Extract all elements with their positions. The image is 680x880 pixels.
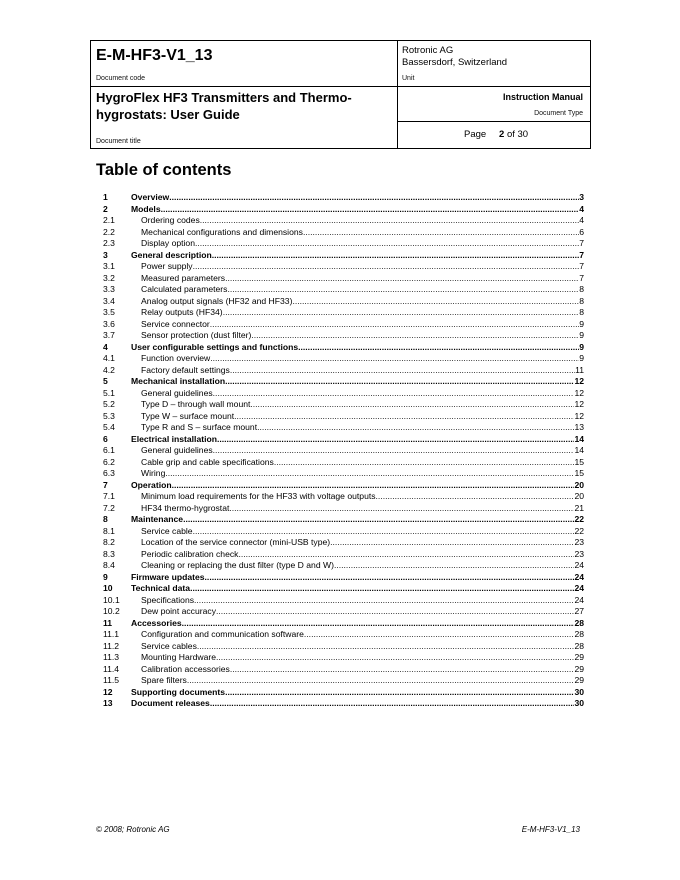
toc-entry-title: Spare filters: [141, 675, 187, 685]
document-code: E-M-HF3-V1_13: [96, 47, 213, 64]
toc-entry[interactable]: [103, 595, 584, 607]
toc-entry-page: 30: [574, 698, 584, 708]
toc-entry[interactable]: [103, 238, 584, 250]
company-location: Bassersdorf, Switzerland: [402, 57, 508, 68]
toc-entry-number: 9: [103, 571, 108, 582]
toc-entry-title: Power supply: [141, 261, 193, 271]
toc-leader-dots: [250, 399, 574, 411]
toc-entry-number: 1: [103, 192, 108, 202]
toc-entry[interactable]: [103, 227, 584, 239]
toc-entry[interactable]: [103, 641, 584, 653]
toc-entry-number: 5.3: [103, 410, 115, 421]
toc-entry-number: 3.3: [103, 284, 115, 294]
toc-leader-dots: [216, 606, 574, 618]
toc-entry-number: 2: [103, 203, 108, 214]
toc-entry-title: Function overview: [141, 353, 211, 363]
toc-leader-dots: [187, 675, 575, 687]
toc-leader-dots: [229, 503, 574, 515]
toc-leader-dots: [303, 227, 579, 239]
toc-entry-number: 8.4: [103, 560, 115, 570]
toc-entry[interactable]: [103, 284, 584, 296]
toc-entry-page: 14: [574, 445, 584, 455]
table-of-contents: [103, 192, 584, 710]
toc-entry-title: Service cable: [141, 525, 193, 536]
toc-entry[interactable]: [103, 273, 584, 285]
toc-entry-page: 12: [574, 376, 584, 386]
toc-entry-line: [141, 365, 584, 377]
toc-leader-dots: [334, 560, 574, 572]
toc-entry-page: 9: [579, 341, 584, 352]
toc-leader-dots: [304, 629, 575, 641]
toc-entry[interactable]: [103, 261, 584, 273]
toc-entry-page: 14: [574, 433, 584, 444]
toc-entry[interactable]: [103, 457, 584, 469]
toc-entry-number: 7.1: [103, 491, 115, 501]
document-code-label: Document code: [96, 75, 146, 82]
toc-entry[interactable]: [103, 664, 584, 676]
toc-entry-line: [141, 629, 584, 641]
toc-entry-line: [141, 388, 584, 400]
toc-entry-number: 11.4: [103, 663, 120, 674]
toc-entry-line: [141, 307, 584, 319]
toc-leader-dots: [193, 526, 575, 538]
toc-entry-title: Overview: [131, 192, 170, 202]
toc-leader-dots: [234, 411, 574, 423]
toc-entry-page: 8: [579, 295, 584, 306]
toc-leader-dots: [213, 388, 575, 400]
header-horizontal-divider: [91, 86, 590, 87]
company-name: Rotronic AG: [402, 45, 454, 56]
toc-entry[interactable]: [103, 376, 584, 388]
toc-entry-number: 10.2: [103, 606, 120, 616]
toc-leader-dots: [210, 353, 579, 365]
toc-leader-dots: [292, 296, 579, 308]
toc-entry-page: 8: [579, 284, 584, 294]
toc-entry-title: Ordering codes: [141, 215, 200, 225]
toc-entry-title: Factory default settings: [141, 364, 230, 375]
toc-entry-page: 15: [574, 468, 584, 478]
toc-leader-dots: [298, 342, 579, 354]
toc-entry[interactable]: [103, 468, 584, 480]
toc-entry-title: Operation: [131, 479, 172, 490]
toc-entry-number: 3.7: [103, 330, 115, 340]
toc-entry-page: 12: [574, 399, 584, 409]
toc-entry-page: 21: [574, 502, 584, 513]
toc-entry-title: Mechanical installation: [131, 376, 226, 386]
toc-entry-number: 6: [103, 433, 108, 444]
document-type-label: Document Type: [534, 110, 583, 117]
toc-entry-title: Wiring: [141, 468, 166, 478]
toc-entry-line: [141, 227, 584, 239]
toc-entry-page: 22: [574, 514, 584, 524]
toc-entry-line: [141, 261, 584, 273]
toc-leader-dots: [251, 330, 579, 342]
toc-entry-page: 4: [579, 215, 584, 225]
toc-entry-line: [141, 468, 584, 480]
toc-entry-number: 6.3: [103, 468, 115, 478]
toc-entry-title: Minimum load requirements for the HF33 with voltage outputs: [141, 491, 376, 501]
toc-entry-line: [131, 342, 584, 354]
toc-leader-dots: [200, 215, 579, 227]
toc-entry-line: [131, 514, 584, 526]
toc-entry[interactable]: [103, 503, 584, 515]
toc-leader-dots: [330, 537, 574, 549]
toc-entry-page: 23: [574, 537, 584, 547]
toc-entry-number: 6.1: [103, 445, 115, 455]
toc-entry-number: 8.2: [103, 537, 115, 547]
toc-entry-number: 5.4: [103, 422, 115, 432]
toc-entry-title: Models: [131, 203, 161, 214]
toc-entry[interactable]: [103, 365, 584, 377]
page-number: [499, 129, 528, 140]
toc-entry-line: [141, 675, 584, 687]
toc-entry[interactable]: [103, 698, 584, 710]
toc-entry-line: [141, 319, 584, 331]
toc-entry-title: Electrical installation: [131, 433, 217, 444]
toc-entry[interactable]: [103, 572, 584, 584]
toc-entry-page: 11: [575, 364, 584, 375]
toc-entry-page: 28: [574, 640, 584, 651]
toc-leader-dots: [274, 457, 575, 469]
toc-entry[interactable]: [103, 583, 584, 595]
page-label: Page: [464, 129, 487, 140]
page-current: 2: [499, 129, 505, 140]
toc-leader-dots: [182, 618, 575, 630]
toc-entry-line: [131, 250, 584, 262]
toc-entry-line: [141, 606, 584, 618]
toc-entry[interactable]: [103, 434, 584, 446]
toc-entry-number: 8: [103, 514, 108, 524]
toc-entry-page: 24: [574, 571, 584, 582]
toc-entry-title: Relay outputs (HF34): [141, 307, 223, 317]
toc-entry-number: 3.5: [103, 307, 115, 317]
toc-entry[interactable]: [103, 422, 584, 434]
toc-entry-page: 7: [579, 238, 584, 248]
toc-leader-dots: [169, 192, 579, 204]
toc-entry[interactable]: [103, 652, 584, 664]
toc-entry[interactable]: [103, 675, 584, 687]
toc-entry-number: 8.3: [103, 548, 115, 559]
toc-entry-number: 11.2: [103, 640, 120, 651]
toc-entry[interactable]: [103, 411, 584, 423]
toc-entry-line: [131, 572, 584, 584]
toc-entry-number: 3.6: [103, 318, 115, 329]
toc-entry-line: [141, 330, 584, 342]
toc-entry-line: [131, 618, 584, 630]
toc-entry-page: 24: [574, 583, 584, 593]
toc-entry-line: [141, 503, 584, 515]
toc-entry-line: [141, 491, 584, 503]
toc-entry-page: 22: [574, 525, 584, 536]
toc-entry[interactable]: [103, 330, 584, 342]
toc-entry-title: User configurable settings and functions: [131, 341, 299, 352]
toc-entry-title: Type D – through wall mount: [141, 399, 251, 409]
toc-entry-line: [141, 526, 584, 538]
toc-entry-title: Type W – surface mount: [141, 410, 235, 421]
toc-entry-number: 3.4: [103, 295, 115, 306]
toc-entry-line: [141, 595, 584, 607]
toc-entry-line: [131, 583, 584, 595]
toc-entry[interactable]: [103, 192, 584, 204]
toc-leader-dots: [195, 238, 579, 250]
toc-entry[interactable]: [103, 307, 584, 319]
toc-entry-title: Firmware updates: [131, 571, 205, 582]
toc-entry-page: 27: [574, 606, 584, 616]
toc-entry-line: [141, 537, 584, 549]
toc-entry[interactable]: [103, 514, 584, 526]
toc-leader-dots: [230, 664, 575, 676]
toc-entry-page: 20: [574, 491, 584, 501]
toc-entry-number: 11: [103, 617, 113, 628]
toc-entry-number: 7.2: [103, 502, 115, 513]
document-title-line-1: HygroFlex HF3 Transmitters and Thermo-: [96, 90, 352, 105]
toc-entry-title: General description: [131, 249, 212, 260]
document-title-line-2: hygrostats: User Guide: [96, 107, 240, 122]
toc-entry-number: 11.3: [103, 652, 120, 662]
toc-entry-title: Measured parameters: [141, 272, 226, 283]
toc-leader-dots: [257, 422, 574, 434]
toc-leader-dots: [161, 204, 580, 216]
toc-entry-number: 3.2: [103, 272, 115, 283]
toc-entry-line: [131, 434, 584, 446]
toc-entry-page: 4: [579, 203, 584, 214]
header-page-divider: [397, 121, 590, 122]
toc-entry[interactable]: [103, 549, 584, 561]
toc-entry-title: Maintenance: [131, 514, 184, 524]
toc-entry-number: 4: [103, 341, 108, 352]
toc-entry-line: [131, 698, 584, 710]
document-title: [96, 89, 352, 123]
toc-entry-title: Specifications: [141, 594, 195, 605]
toc-entry-page: 28: [574, 617, 584, 628]
toc-entry[interactable]: [103, 319, 584, 331]
toc-leader-dots: [376, 491, 575, 503]
header-vertical-divider: [397, 41, 398, 148]
toc-leader-dots: [212, 250, 580, 262]
toc-entry[interactable]: [103, 388, 584, 400]
document-header-table: [90, 40, 591, 149]
toc-entry[interactable]: [103, 537, 584, 549]
toc-entry-line: [141, 353, 584, 365]
toc-entry-number: 10: [103, 583, 113, 593]
toc-entry-page: 24: [574, 594, 584, 605]
toc-entry-title: Document releases: [131, 698, 210, 708]
toc-entry-page: 29: [574, 675, 584, 685]
toc-entry-title: Location of the service connector (mini-USB type): [141, 537, 331, 547]
toc-entry-title: Dew point accuracy: [141, 606, 216, 616]
document-type: Instruction Manual: [502, 92, 583, 102]
toc-entry-title: Cleaning or replacing the dust filter (type D and W): [141, 560, 334, 570]
toc-entry[interactable]: [103, 526, 584, 538]
toc-entry-page: 6: [579, 226, 584, 237]
toc-entry-line: [141, 664, 584, 676]
toc-entry[interactable]: [103, 606, 584, 618]
toc-entry[interactable]: [103, 399, 584, 411]
toc-entry-number: 4.2: [103, 364, 115, 375]
toc-entry[interactable]: [103, 250, 584, 262]
toc-entry-line: [141, 549, 584, 561]
toc-entry-number: 5.1: [103, 387, 115, 398]
toc-entry-number: 4.1: [103, 353, 115, 363]
toc-entry-number: 2.1: [103, 215, 115, 225]
toc-entry[interactable]: [103, 342, 584, 354]
toc-entry-title: Accessories: [131, 617, 182, 628]
toc-entry-page: 12: [574, 387, 584, 398]
toc-entry-number: 11.1: [103, 629, 120, 639]
toc-entry[interactable]: [103, 445, 584, 457]
toc-entry-line: [141, 238, 584, 250]
toc-leader-dots: [223, 307, 580, 319]
toc-heading: Table of contents: [96, 161, 232, 179]
toc-entry-number: 8.1: [103, 525, 115, 536]
toc-leader-dots: [213, 445, 575, 457]
toc-entry-number: 5.2: [103, 399, 115, 409]
toc-leader-dots: [230, 365, 575, 377]
toc-leader-dots: [190, 583, 574, 595]
toc-leader-dots: [205, 572, 575, 584]
toc-entry-number: 3: [103, 249, 108, 260]
toc-entry-title: Mounting Hardware: [141, 652, 216, 662]
document-title-label: Document title: [96, 138, 141, 145]
toc-entry-page: 9: [579, 318, 584, 329]
toc-entry[interactable]: [103, 215, 584, 227]
toc-entry-number: 7: [103, 479, 108, 490]
toc-entry-page: 30: [574, 686, 584, 697]
toc-entry-number: 12: [103, 686, 113, 697]
toc-entry-page: 23: [574, 548, 584, 559]
toc-entry[interactable]: [103, 204, 584, 216]
toc-entry[interactable]: [103, 687, 584, 699]
toc-entry[interactable]: [103, 618, 584, 630]
toc-entry-title: Calculated parameters: [141, 284, 228, 294]
toc-leader-dots: [227, 284, 579, 296]
toc-entry-line: [131, 376, 584, 388]
toc-entry-title: Supporting documents: [131, 686, 226, 697]
toc-entry-title: Type R and S – surface mount: [141, 422, 258, 432]
toc-entry-title: Display option: [141, 238, 195, 248]
toc-leader-dots: [210, 698, 575, 710]
toc-entry-title: Technical data: [131, 583, 191, 593]
toc-entry-line: [141, 652, 584, 664]
toc-entry-page: 8: [579, 307, 584, 317]
toc-entry-title: Calibration accessories: [141, 663, 230, 674]
toc-entry-page: 29: [574, 652, 584, 662]
toc-entry-title: HF34 thermo-hygrostat: [141, 502, 230, 513]
toc-entry-page: 15: [574, 456, 584, 467]
toc-entry-page: 20: [574, 479, 584, 490]
toc-entry-title: General guidelines: [141, 387, 213, 398]
toc-entry-line: [141, 215, 584, 227]
toc-entry-title: Service connector: [141, 318, 210, 329]
company-info: [402, 45, 507, 69]
footer-document-code: E-M-HF3-V1_13: [521, 825, 580, 834]
toc-entry-page: 7: [579, 261, 584, 271]
toc-entry-number: 3.1: [103, 261, 115, 271]
toc-entry-title: Sensor protection (dust filter): [141, 330, 252, 340]
toc-entry-page: 7: [579, 249, 584, 260]
toc-entry-title: Configuration and communication software: [141, 629, 304, 639]
toc-entry-line: [141, 422, 584, 434]
unit-label: Unit: [402, 75, 415, 82]
toc-entry-page: 9: [579, 330, 584, 340]
toc-entry-title: Service cables: [141, 640, 197, 651]
toc-entry-page: 3: [579, 192, 584, 202]
toc-entry-line: [141, 399, 584, 411]
toc-entry-page: 29: [574, 663, 584, 674]
toc-entry[interactable]: [103, 296, 584, 308]
toc-entry-title: Cable grip and cable specifications: [141, 456, 274, 467]
page-total: of 30: [506, 129, 529, 140]
toc-entry-line: [131, 192, 584, 204]
toc-leader-dots: [216, 652, 574, 664]
toc-entry-number: 11.5: [103, 675, 120, 685]
toc-leader-dots: [172, 480, 575, 492]
toc-leader-dots: [193, 261, 580, 273]
toc-leader-dots: [183, 514, 574, 526]
toc-entry[interactable]: [103, 560, 584, 572]
toc-entry-number: 2.3: [103, 238, 115, 248]
toc-entry-line: [141, 273, 584, 285]
toc-entry-number: 6.2: [103, 456, 115, 467]
toc-entry-line: [141, 411, 584, 423]
toc-entry[interactable]: [103, 629, 584, 641]
toc-entry-number: 5: [103, 376, 108, 386]
toc-leader-dots: [225, 687, 574, 699]
toc-entry[interactable]: [103, 480, 584, 492]
toc-entry[interactable]: [103, 353, 584, 365]
toc-entry-number: 10.1: [103, 594, 120, 605]
toc-entry-page: 28: [574, 629, 584, 639]
toc-entry-page: 7: [579, 272, 584, 283]
toc-leader-dots: [238, 549, 574, 561]
toc-entry-title: General guidelines: [141, 445, 213, 455]
toc-entry-line: [141, 445, 584, 457]
toc-entry-title: Analog output signals (HF32 and HF33): [141, 295, 293, 306]
toc-entry-line: [131, 480, 584, 492]
toc-entry[interactable]: [103, 491, 584, 503]
toc-entry-number: 13: [103, 698, 113, 708]
toc-entry-page: 12: [574, 410, 584, 421]
toc-leader-dots: [194, 595, 574, 607]
toc-leader-dots: [217, 434, 574, 446]
toc-entry-line: [131, 204, 584, 216]
toc-entry-line: [141, 296, 584, 308]
toc-leader-dots: [225, 273, 579, 285]
toc-leader-dots: [210, 319, 579, 331]
toc-entry-page: 24: [574, 560, 584, 570]
toc-entry-line: [141, 284, 584, 296]
toc-leader-dots: [165, 468, 574, 480]
toc-entry-line: [131, 687, 584, 699]
toc-entry-page: 9: [579, 353, 584, 363]
toc-entry-line: [141, 457, 584, 469]
toc-leader-dots: [225, 376, 574, 388]
toc-entry-title: Periodic calibration check: [141, 548, 239, 559]
toc-entry-title: Mechanical configurations and dimensions: [141, 226, 303, 237]
footer-copyright: © 2008; Rotronic AG: [96, 825, 170, 834]
toc-entry-line: [141, 560, 584, 572]
toc-entry-page: 13: [574, 422, 584, 432]
toc-leader-dots: [197, 641, 575, 653]
toc-entry-number: 2.2: [103, 226, 115, 237]
toc-entry-line: [141, 641, 584, 653]
